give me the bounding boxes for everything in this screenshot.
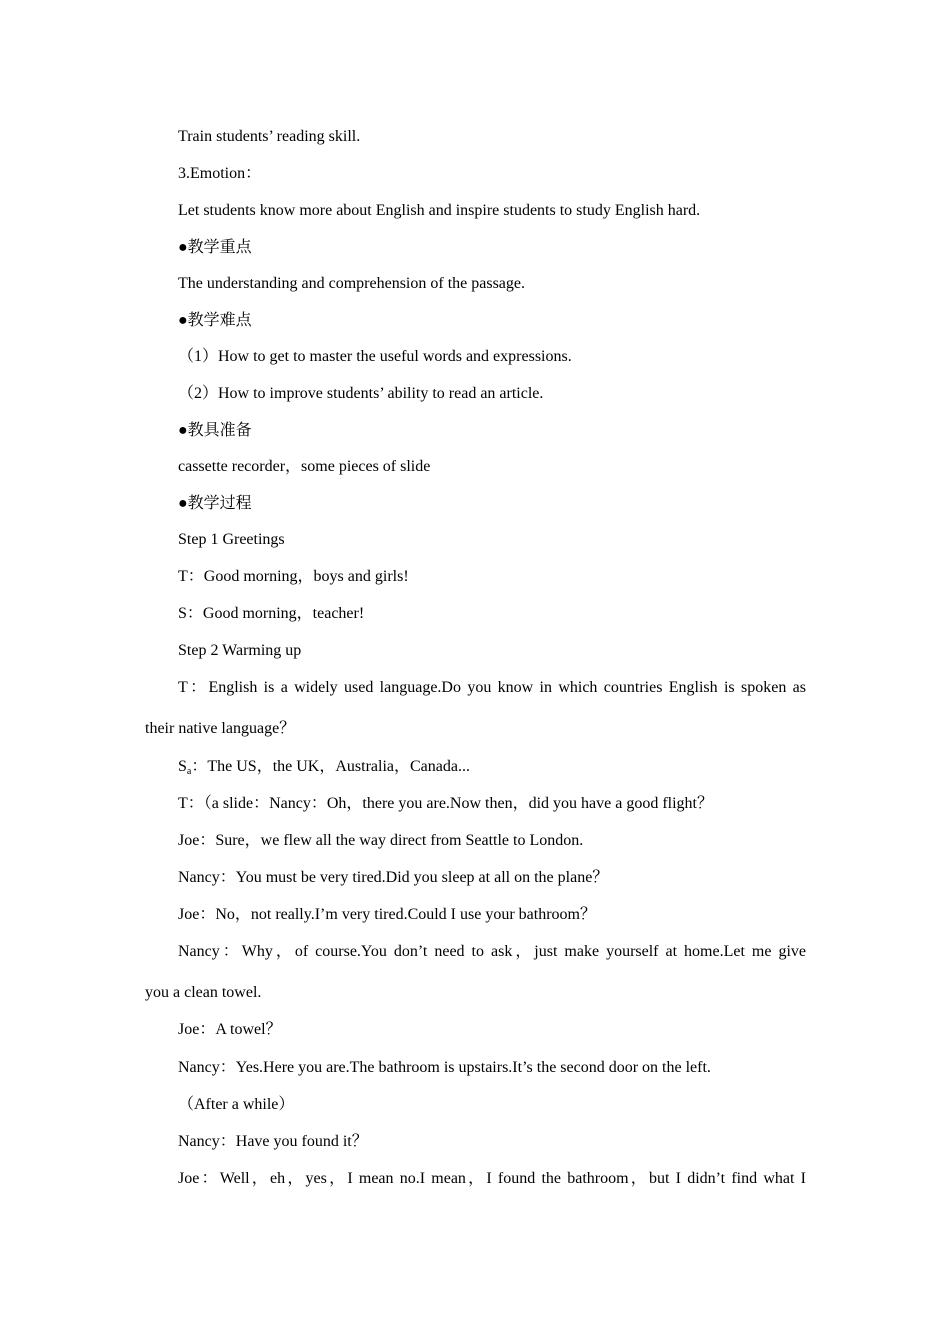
speaker-label: S — [178, 758, 187, 775]
dialogue-line-continued: you a clean towel. — [145, 984, 262, 1001]
dialogue-line: T：Good morning，boys and girls! — [178, 568, 409, 585]
dialogue-line-continued: their native language？ — [145, 720, 296, 737]
dialogue-line — [178, 757, 470, 777]
dialogue-line: S：Good morning，teacher! — [178, 605, 365, 622]
dialogue-line: T：English is a widely used language.Do you know in which countries English is spoken as — [178, 679, 806, 696]
dialogue-line: Joe：A towel？ — [178, 1021, 282, 1038]
step-1-title: Step 1 Greetings — [178, 531, 285, 548]
step-2-title: Step 2 Warming up — [178, 642, 302, 659]
heading-key-points: ●教学重点 — [178, 239, 252, 256]
dialogue-line: Nancy：You must be very tired.Did you sleep at all on the plane？ — [178, 869, 609, 886]
heading-difficulties: ●教学难点 — [178, 312, 252, 329]
difficulty-item-2: （2）How to improve students’ ability to read an article. — [178, 385, 544, 402]
dialogue-text: ：The US，the UK，Australia，Canada... — [191, 758, 470, 775]
dialogue-line: Joe：Sure，we flew all the way direct from Seattle to London. — [178, 832, 584, 849]
emotion-text: Let students know more about English and inspire students to study English hard. — [178, 202, 701, 219]
heading-teaching-process: ●教学过程 — [178, 495, 252, 512]
dialogue-line: Nancy：Why，of course.You don’t need to ask，just make yourself at home.Let me give — [178, 943, 806, 960]
teaching-aids-text: cassette recorder，some pieces of slide — [178, 458, 431, 475]
heading-teaching-aids: ●教具准备 — [178, 422, 252, 439]
dialogue-line: Joe：Well，eh，yes，I mean no.I mean，I found the bathroom，but I didn’t find what I — [178, 1170, 806, 1187]
stage-direction: （After a while） — [178, 1096, 295, 1113]
objective-line: Train students’ reading skill. — [178, 128, 361, 145]
dialogue-line: Nancy：Have you found it？ — [178, 1133, 368, 1150]
difficulty-item-1: （1）How to get to master the useful words and expressions. — [178, 348, 572, 365]
key-points-text: The understanding and comprehension of the passage. — [178, 275, 526, 292]
speaker-subscript: a — [186, 766, 192, 777]
dialogue-line: T：（a slide：Nancy：Oh，there you are.Now then，did you have a good flight？ — [178, 795, 713, 812]
dialogue-line: Joe：No，not really.I’m very tired.Could I use your bathroom？ — [178, 906, 596, 923]
dialogue-line: Nancy：Yes.Here you are.The bathroom is upstairs.It’s the second door on the left. — [178, 1059, 711, 1076]
section-heading-emotion: 3.Emotion： — [178, 165, 262, 182]
